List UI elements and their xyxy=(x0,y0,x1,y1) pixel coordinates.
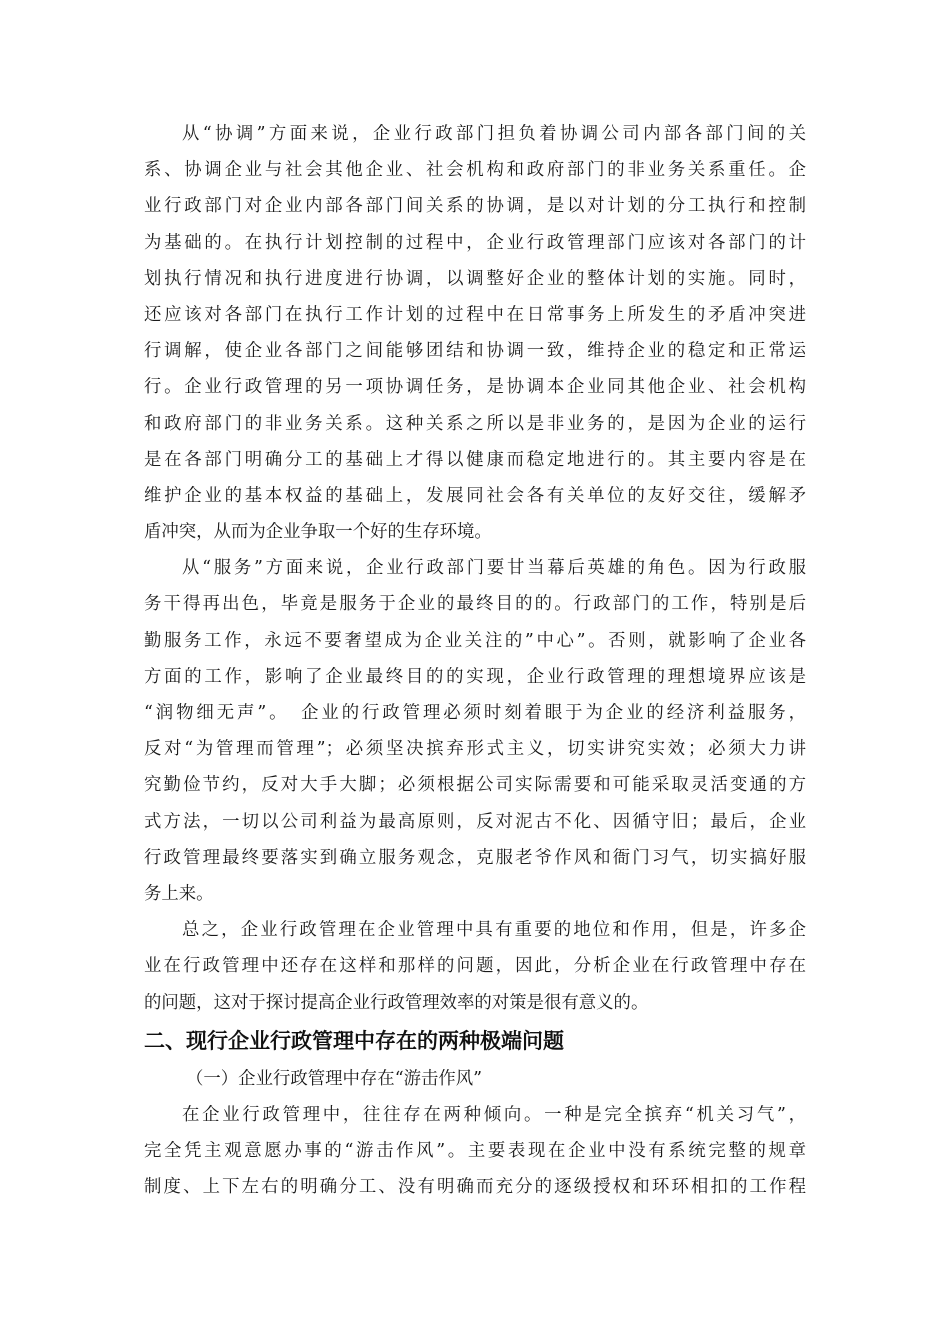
paragraph-line: 务上来。 xyxy=(144,883,214,904)
paragraph-line: 制度、上下左右的明确分工、没有明确而充分的逐级授权和环环相扣的工作程 xyxy=(144,1177,806,1198)
paragraph-line: 业在行政管理中还存在这样和那样的问题，因此，分析企业在行政管理中存在 xyxy=(144,956,806,977)
paragraph-line: 维护企业的基本权益的基础上，发展同社会各有关单位的友好交往，缓解矛 xyxy=(144,485,806,506)
paragraph-line: 勤服务工作，永远不要奢望成为企业关注的”中心”。否则，就影响了企业各 xyxy=(144,630,806,651)
paragraph-line: 究勤俭节约，反对大手大脚；必须根据公司实际需要和可能采取灵活变通的方 xyxy=(144,775,806,796)
paragraph-line: 从“服务”方面来说，企业行政部门要甘当幕后英雄的角色。因为行政服 xyxy=(182,558,806,579)
paragraph-line: 方面的工作，影响了企业最终目的的实现，企业行政管理的理想境界应该是 xyxy=(144,666,806,687)
paragraph-line: 盾冲突，从而为企业争取一个好的生存环境。 xyxy=(144,522,492,543)
paragraph-line: 在企业行政管理中，往往存在两种倾向。一种是完全摈弃“机关习气”， xyxy=(182,1104,806,1125)
paragraph-line: 划执行情况和执行进度进行协调，以调整好企业的整体计划的实施。同时， xyxy=(144,268,806,289)
paragraph-line: 反对“为管理而管理”；必须坚决摈弃形式主义，切实讲究实效；必须大力讲 xyxy=(144,739,806,760)
section-heading: 二、现行企业行政管理中存在的两种极端问题 xyxy=(144,1028,564,1053)
paragraph-coordination xyxy=(144,116,806,550)
paragraph-line: 完全凭主观意愿办事的“游击作风”。主要表现在企业中没有系统完整的规章 xyxy=(144,1141,806,1162)
paragraph-line: 和政府部门的非业务关系。这种关系之所以是非业务的，是因为企业的运行 xyxy=(144,413,806,434)
subsection-heading: （一）企业行政管理中存在“游击作风” xyxy=(186,1068,483,1089)
paragraph-summary xyxy=(144,912,806,1021)
paragraph-line: 业行政部门对企业内部各部门间关系的协调，是以对计划的分工执行和控制 xyxy=(144,196,806,217)
paragraph-line: 式方法，一切以公司利益为最高原则，反对泥古不化、因循守旧；最后，企业 xyxy=(144,811,806,832)
paragraph-line: 为基础的。在执行计划控制的过程中，企业行政管理部门应该对各部门的计 xyxy=(144,232,806,253)
paragraph-line: 总之，企业行政管理在企业管理中具有重要的地位和作用，但是，许多企 xyxy=(182,920,806,941)
document-body xyxy=(144,116,806,1205)
paragraph-guerrilla-style xyxy=(144,1097,806,1206)
paragraph-line: 从“协调”方面来说，企业行政部门担负着协调公司内部各部门间的关 xyxy=(182,124,806,144)
paragraph-line: 的问题，这对于探讨提高企业行政管理效率的对策是很有意义的。 xyxy=(144,992,649,1013)
paragraph-line: 行调解，使企业各部门之间能够团结和协调一致，维持企业的稳定和正常运 xyxy=(144,341,806,362)
paragraph-line: 还应该对各部门在执行工作计划的过程中在日常事务上所发生的矛盾冲突进 xyxy=(144,304,806,325)
paragraph-line: 行。企业行政管理的另一项协调任务，是协调本企业同其他企业、社会机构 xyxy=(144,377,806,398)
paragraph-service xyxy=(144,550,806,912)
paragraph-line: “润物细无声”。 企业的行政管理必须时刻着眼于为企业的经济利益服务， xyxy=(144,703,806,723)
paragraph-line: 系、协调企业与社会其他企业、社会机构和政府部门的非业务关系重任。企 xyxy=(144,160,806,181)
paragraph-line: 行政管理最终要落实到确立服务观念，克服老爷作风和衙门习气，切实搞好服 xyxy=(144,847,806,868)
paragraph-line: 是在各部门明确分工的基础上才得以健康而稳定地进行的。其主要内容是在 xyxy=(144,449,806,470)
paragraph-line: 务干得再出色，毕竟是服务于企业的最终目的的。行政部门的工作，特别是后 xyxy=(144,594,806,615)
